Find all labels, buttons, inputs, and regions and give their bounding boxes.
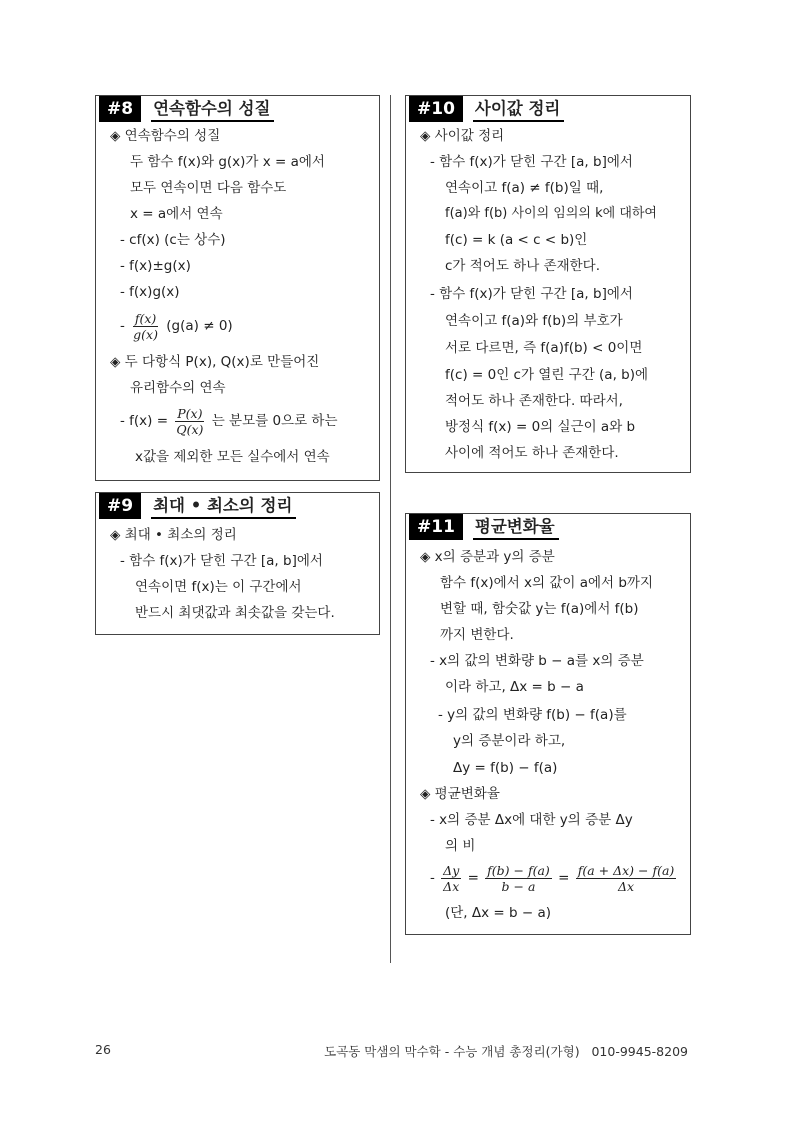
section-11-title: 평균변화율 (473, 517, 559, 540)
s11-line-11: 의 비 (445, 838, 476, 854)
section-10-header (409, 96, 564, 122)
s8-frac-line-2 (120, 403, 338, 439)
s11-frac-dash: - (430, 870, 435, 886)
s10-line-6: - 함수 f(x)가 닫힌 구간 [a, b]에서 (430, 286, 633, 302)
s11-line-4: - x의 값의 변화량 b − a를 x의 증분 (430, 653, 644, 669)
s8-frac1-tail: (g(a) ≠ 0) (166, 318, 233, 334)
s11-line-5: 이라 하고, Δx = b − a (445, 679, 584, 695)
s8-line-7: ◈ 두 다항식 P(x), Q(x)로 만들어진 (110, 354, 320, 370)
section-10-title: 사이값 정리 (473, 99, 564, 122)
section-8-title: 연속함수의 성질 (151, 99, 274, 122)
s9-line-2: 연속이면 f(x)는 이 구간에서 (135, 579, 302, 595)
s8-frac2-pre: - f(x) = (120, 413, 169, 429)
page-number: 26 (95, 1042, 111, 1057)
section-9-number: #9 (99, 493, 141, 519)
s11-frac-2-num: f(b) − f(a) (487, 862, 550, 878)
s10-line-11: 방정식 f(x) = 0의 실근이 a와 b (445, 419, 636, 435)
s8-frac1-num: f(x) (134, 310, 157, 326)
s10-line-2: 연속이고 f(a) ≠ f(b)일 때, (445, 180, 604, 196)
s11-frac-line (430, 860, 678, 896)
s9-line-0: ◈ 최대 • 최소의 정리 (110, 527, 237, 543)
s8-line-3: x = a에서 연속 (130, 206, 223, 222)
s11-line-1: 함수 f(x)에서 x의 값이 a에서 b까지 (440, 575, 654, 591)
s10-line-8: 서로 다르면, 즉 f(a)f(b) < 0이면 (445, 340, 643, 356)
s11-line-2: 변할 때, 함숫값 y는 f(a)에서 f(b) (440, 601, 639, 617)
section-8-number: #8 (99, 96, 141, 122)
s10-line-12: 사이에 적어도 하나 존재한다. (445, 445, 619, 461)
s11-frac-3-den: Δx (617, 878, 635, 894)
section-11-number: #11 (409, 514, 463, 540)
s8-frac2-tail: 는 분모를 0으로 하는 (211, 413, 338, 429)
s9-line-1: - 함수 f(x)가 닫힌 구간 [a, b]에서 (120, 553, 323, 569)
s11-eq-2: = (558, 870, 570, 886)
section-8-header (99, 96, 274, 122)
s10-line-5: c가 적어도 하나 존재한다. (445, 258, 600, 274)
s8-line-8: 유리함수의 연속 (130, 380, 226, 396)
s11-frac-2 (485, 863, 552, 894)
s11-line-12: (단, Δx = b − a) (445, 905, 552, 921)
s8-line-9: x값을 제외한 모든 실수에서 연속 (135, 449, 330, 465)
section-9-header (99, 493, 296, 519)
s8-frac1-den: g(x) (133, 326, 158, 342)
s11-frac-1-num: Δy (443, 862, 460, 878)
s8-line-0: ◈ 연속함수의 성질 (110, 128, 221, 144)
s11-line-6: - y의 값의 변화량 f(b) − f(a)를 (438, 707, 627, 723)
s8-frac2-num: P(x) (177, 405, 203, 421)
s8-line-5: - f(x)±g(x) (120, 258, 191, 274)
s8-frac1-dash: - (120, 318, 125, 334)
s11-line-0: ◈ x의 증분과 y의 증분 (420, 549, 555, 565)
s11-frac-3 (576, 863, 677, 894)
s10-line-4: f(c) = k (a < c < b)인 (445, 232, 588, 248)
s11-frac-2-den: b − a (501, 878, 536, 894)
s10-line-0: ◈ 사이값 정리 (420, 128, 505, 144)
s10-line-1: - 함수 f(x)가 닫힌 구간 [a, b]에서 (430, 154, 633, 170)
section-11-header (409, 514, 559, 540)
s10-line-7: 연속이고 f(a)와 f(b)의 부호가 (445, 313, 623, 329)
s11-line-8: Δy = f(b) − f(a) (453, 760, 558, 776)
s8-frac1 (131, 311, 160, 342)
s8-frac2 (174, 406, 205, 437)
footer-text: 도곡동 막샘의 막수학 - 수능 개념 총정리(가형) 010-9945-8209 (324, 1044, 688, 1059)
s10-line-9: f(c) = 0인 c가 열린 구간 (a, b)에 (445, 367, 649, 383)
section-9-title: 최대 • 최소의 정리 (151, 496, 296, 519)
s11-frac-3-num: f(a + Δx) − f(a) (577, 862, 675, 878)
s8-line-1: 두 함수 f(x)와 g(x)가 x = a에서 (130, 154, 325, 170)
s11-frac-1 (441, 863, 461, 894)
s11-line-7: y의 증분이라 하고, (453, 733, 566, 749)
s9-line-3: 반드시 최댓값과 최솟값을 갖는다. (135, 605, 335, 621)
section-10-number: #10 (409, 96, 463, 122)
s8-line-4: - cf(x) (c는 상수) (120, 232, 226, 248)
s8-frac2-den: Q(x) (176, 421, 204, 437)
s11-line-10: - x의 증분 Δx에 대한 y의 증분 Δy (430, 812, 633, 828)
s11-eq-1: = (467, 870, 479, 886)
s10-line-3: f(a)와 f(b) 사이의 임의의 k에 대하여 (445, 206, 657, 221)
s10-line-10: 적어도 하나 존재한다. 따라서, (445, 393, 623, 409)
column-divider (390, 95, 391, 963)
s11-frac-1-den: Δx (443, 878, 460, 894)
s11-line-3: 까지 변한다. (440, 627, 514, 643)
s8-frac-line-1 (120, 308, 233, 344)
s11-line-9: ◈ 평균변화율 (420, 786, 500, 802)
s8-line-2: 모두 연속이면 다음 함수도 (130, 180, 287, 196)
s8-line-6: - f(x)g(x) (120, 284, 180, 300)
